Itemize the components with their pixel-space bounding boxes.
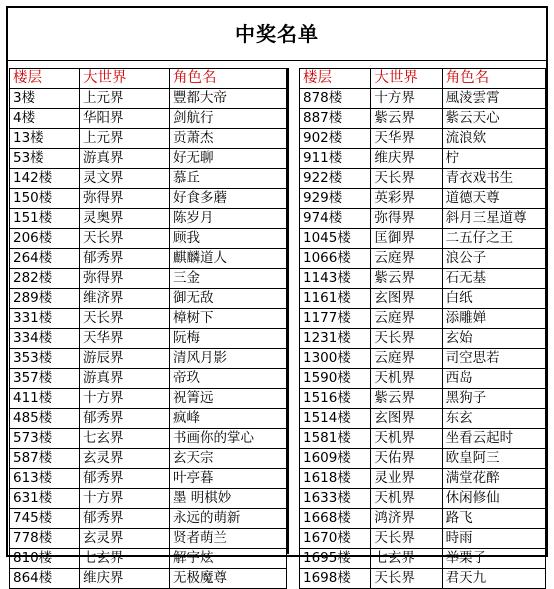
role-name-cell: 好食多蘑	[170, 189, 287, 209]
world-cell: 天长界	[80, 309, 170, 329]
floor-header: 楼层	[10, 69, 80, 89]
table-row	[10, 549, 287, 569]
floor-cell: 1514楼	[300, 409, 371, 429]
table-row	[300, 489, 546, 509]
world-cell: 天长界	[371, 329, 442, 349]
role-name-cell: 添雕婵	[442, 309, 545, 329]
floor-cell: 810楼	[10, 549, 80, 569]
role-name-cell: 疯峰	[170, 409, 287, 429]
world-cell: 云庭界	[371, 249, 442, 269]
floor-cell: 3楼	[10, 89, 80, 109]
table-row	[300, 409, 546, 429]
floor-cell: 334楼	[10, 329, 80, 349]
floor-cell: 357楼	[10, 369, 80, 389]
world-cell: 十方界	[80, 489, 170, 509]
world-cell: 十方界	[371, 89, 442, 109]
role-name-cell: 風淩雲霄	[442, 89, 545, 109]
table-row	[10, 169, 287, 189]
role-name-cell: 黑狗子	[442, 389, 545, 409]
floor-cell: 878楼	[300, 89, 371, 109]
role-name-cell: 三金	[170, 269, 287, 289]
floor-cell: 745楼	[10, 509, 80, 529]
role-name-cell: 柠	[442, 149, 545, 169]
floor-cell: 929楼	[300, 189, 371, 209]
world-cell: 郁秀界	[80, 469, 170, 489]
floor-cell: 1066楼	[300, 249, 371, 269]
table-row	[300, 369, 546, 389]
floor-cell: 887楼	[300, 109, 371, 129]
table-row	[300, 289, 546, 309]
role-name-cell: 君天九	[442, 569, 545, 589]
floor-cell: 1633楼	[300, 489, 371, 509]
world-cell: 灵奥界	[80, 209, 170, 229]
role-name-cell: 永远的萌新	[170, 509, 287, 529]
role-name-cell: 玄始	[442, 329, 545, 349]
floor-cell: 902楼	[300, 129, 371, 149]
floor-cell: 282楼	[10, 269, 80, 289]
world-cell: 天机界	[371, 489, 442, 509]
winner-list-sheet	[6, 6, 548, 586]
table-row	[10, 109, 287, 129]
world-cell: 云庭界	[371, 349, 442, 369]
world-cell: 郁秀界	[80, 249, 170, 269]
world-cell: 匡御界	[371, 229, 442, 249]
role-name-cell: 欧皇阿三	[442, 449, 545, 469]
floor-header: 楼层	[300, 69, 371, 89]
world-cell: 灵业界	[371, 469, 442, 489]
floor-cell: 289楼	[10, 289, 80, 309]
role-name-cell: 紫云天心	[442, 109, 545, 129]
table-row	[10, 429, 287, 449]
floor-cell: 974楼	[300, 209, 371, 229]
role-name-cell: 好无聊	[170, 149, 287, 169]
floor-cell: 1231楼	[300, 329, 371, 349]
floor-cell: 150楼	[10, 189, 80, 209]
world-cell: 天华界	[371, 129, 442, 149]
table-row	[10, 509, 287, 529]
role-name-cell: 浪公子	[442, 249, 545, 269]
role-name-cell: 墨 明棋妙	[170, 489, 287, 509]
floor-cell: 1045楼	[300, 229, 371, 249]
floor-cell: 1143楼	[300, 269, 371, 289]
role-name-cell: 陈岁月	[170, 209, 287, 229]
world-cell: 鸿济界	[371, 509, 442, 529]
role-name-cell: 举栗子	[442, 549, 545, 569]
table-row	[10, 229, 287, 249]
role-name-cell: 慕丘	[170, 169, 287, 189]
world-cell: 郁秀界	[80, 409, 170, 429]
table-row	[10, 309, 287, 329]
floor-cell: 151楼	[10, 209, 80, 229]
role-name-cell: 剑航行	[170, 109, 287, 129]
table-row	[300, 529, 546, 549]
role-name-cell: 解宇炫	[170, 549, 287, 569]
floor-cell: 411楼	[10, 389, 80, 409]
floor-cell: 1698楼	[300, 569, 371, 589]
role-name-cell: 满堂花醉	[442, 469, 545, 489]
world-cell: 天佑界	[371, 449, 442, 469]
world-cell: 天机界	[371, 369, 442, 389]
floor-cell: 587楼	[10, 449, 80, 469]
role-name-cell: 麒麟道人	[170, 249, 287, 269]
floor-cell: 922楼	[300, 169, 371, 189]
floor-cell: 353楼	[10, 349, 80, 369]
page-title: 中奖名单	[235, 22, 319, 46]
table-row	[300, 309, 546, 329]
table-row	[300, 269, 546, 289]
world-cell: 维庆界	[80, 569, 170, 589]
role-name-cell: 玄天宗	[170, 449, 287, 469]
role-name-cell: 時雨	[442, 529, 545, 549]
floor-cell: 485楼	[10, 409, 80, 429]
table-row	[300, 329, 546, 349]
floor-cell: 331楼	[10, 309, 80, 329]
role-name-cell: 司空思若	[442, 349, 545, 369]
world-cell: 天长界	[80, 229, 170, 249]
world-cell: 维济界	[80, 289, 170, 309]
table-row	[300, 509, 546, 529]
world-cell: 弥得界	[80, 269, 170, 289]
role-name-cell: 斜月三星道尊	[442, 209, 545, 229]
role-name-cell: 御无敌	[170, 289, 287, 309]
table-row	[10, 329, 287, 349]
role-name-cell: 帝玖	[170, 369, 287, 389]
role-name-header: 角色名	[170, 69, 287, 89]
table-row	[300, 149, 546, 169]
role-name-cell: 贤者萌兰	[170, 529, 287, 549]
role-name-cell: 顾我	[170, 229, 287, 249]
table-row	[10, 129, 287, 149]
floor-cell: 1161楼	[300, 289, 371, 309]
world-cell: 天华界	[80, 329, 170, 349]
table-row	[300, 109, 546, 129]
world-cell: 玄图界	[371, 409, 442, 429]
title-divider	[8, 60, 546, 61]
world-cell: 天长界	[371, 169, 442, 189]
table-row	[300, 129, 546, 149]
table-row	[10, 569, 287, 589]
world-cell: 郁秀界	[80, 509, 170, 529]
world-cell: 上元界	[80, 129, 170, 149]
world-header: 大世界	[371, 69, 442, 89]
table-row	[10, 249, 287, 269]
role-name-cell: 二五仔之王	[442, 229, 545, 249]
role-name-cell: 无极魔尊	[170, 569, 287, 589]
table-row	[300, 229, 546, 249]
world-cell: 云庭界	[371, 309, 442, 329]
floor-cell: 264楼	[10, 249, 80, 269]
world-cell: 紫云界	[371, 109, 442, 129]
table-row	[10, 269, 287, 289]
world-header: 大世界	[80, 69, 170, 89]
table-header-row	[10, 69, 287, 89]
world-cell: 紫云界	[371, 269, 442, 289]
floor-cell: 1609楼	[300, 449, 371, 469]
world-cell: 十方界	[80, 389, 170, 409]
table-row	[10, 349, 287, 369]
table-row	[300, 469, 546, 489]
role-name-cell: 青衣戏书生	[442, 169, 545, 189]
world-cell: 天机界	[371, 429, 442, 449]
table-row	[300, 89, 546, 109]
floor-cell: 613楼	[10, 469, 80, 489]
table-row	[300, 449, 546, 469]
role-name-cell: 坐看云起时	[442, 429, 545, 449]
table-row	[10, 529, 287, 549]
role-name-cell: 东玄	[442, 409, 545, 429]
world-cell: 玄灵界	[80, 449, 170, 469]
world-cell: 天长界	[371, 529, 442, 549]
table-row	[10, 289, 287, 309]
world-cell: 玄灵界	[80, 529, 170, 549]
table-row	[10, 489, 287, 509]
world-cell: 游辰界	[80, 349, 170, 369]
world-cell: 游真界	[80, 149, 170, 169]
floor-cell: 911楼	[300, 149, 371, 169]
table-row	[300, 169, 546, 189]
floor-cell: 573楼	[10, 429, 80, 449]
table-row	[10, 409, 287, 429]
role-name-cell: 叶亭暮	[170, 469, 287, 489]
table-row	[300, 429, 546, 449]
role-name-cell: 书画你的掌心	[170, 429, 287, 449]
table-row	[10, 209, 287, 229]
floor-cell: 206楼	[10, 229, 80, 249]
floor-cell: 142楼	[10, 169, 80, 189]
floor-cell: 631楼	[10, 489, 80, 509]
role-name-cell: 休闲修仙	[442, 489, 545, 509]
world-cell: 游真界	[80, 369, 170, 389]
floor-cell: 1177楼	[300, 309, 371, 329]
floor-cell: 4楼	[10, 109, 80, 129]
floor-cell: 1516楼	[300, 389, 371, 409]
table-row	[10, 89, 287, 109]
role-name-cell: 西岛	[442, 369, 545, 389]
floor-cell: 53楼	[10, 149, 80, 169]
floor-cell: 864楼	[10, 569, 80, 589]
column-divider	[287, 68, 289, 554]
table-row	[300, 549, 546, 569]
floor-cell: 1668楼	[300, 509, 371, 529]
table-row	[10, 449, 287, 469]
role-name-cell: 路飞	[442, 509, 545, 529]
right-winner-table	[299, 68, 546, 589]
world-cell: 玄图界	[371, 289, 442, 309]
table-header-row	[300, 69, 546, 89]
table-row	[10, 149, 287, 169]
role-name-cell: 豐都大帝	[170, 89, 287, 109]
floor-cell: 1300楼	[300, 349, 371, 369]
role-name-cell: 白纸	[442, 289, 545, 309]
floor-cell: 1590楼	[300, 369, 371, 389]
role-name-cell: 石无基	[442, 269, 545, 289]
table-row	[300, 569, 546, 589]
world-cell: 上元界	[80, 89, 170, 109]
role-name-cell: 阮梅	[170, 329, 287, 349]
floor-cell: 778楼	[10, 529, 80, 549]
world-cell: 弥得界	[371, 209, 442, 229]
table-row	[300, 189, 546, 209]
table-row	[10, 389, 287, 409]
role-name-cell: 流浪欸	[442, 129, 545, 149]
world-cell: 维庆界	[371, 149, 442, 169]
world-cell: 英彩界	[371, 189, 442, 209]
role-name-cell: 清风月影	[170, 349, 287, 369]
table-row	[10, 369, 287, 389]
floor-cell: 1670楼	[300, 529, 371, 549]
role-name-header: 角色名	[442, 69, 545, 89]
table-row	[300, 389, 546, 409]
world-cell: 弥得界	[80, 189, 170, 209]
world-cell: 天长界	[371, 569, 442, 589]
table-row	[300, 349, 546, 369]
world-cell: 紫云界	[371, 389, 442, 409]
table-row	[300, 209, 546, 229]
role-name-cell: 贡萧杰	[170, 129, 287, 149]
role-name-cell: 道德天尊	[442, 189, 545, 209]
world-cell: 灵文界	[80, 169, 170, 189]
role-name-cell: 樟树下	[170, 309, 287, 329]
table-row	[300, 249, 546, 269]
table-row	[10, 189, 287, 209]
floor-cell: 1581楼	[300, 429, 371, 449]
world-cell: 七玄界	[80, 549, 170, 569]
floor-cell: 1695楼	[300, 549, 371, 569]
left-winner-table	[9, 68, 287, 589]
floor-cell: 1618楼	[300, 469, 371, 489]
table-row	[10, 469, 287, 489]
world-cell: 七玄界	[371, 549, 442, 569]
world-cell: 七玄界	[80, 429, 170, 449]
floor-cell: 13楼	[10, 129, 80, 149]
world-cell: 华阳界	[80, 109, 170, 129]
role-name-cell: 祝箐远	[170, 389, 287, 409]
